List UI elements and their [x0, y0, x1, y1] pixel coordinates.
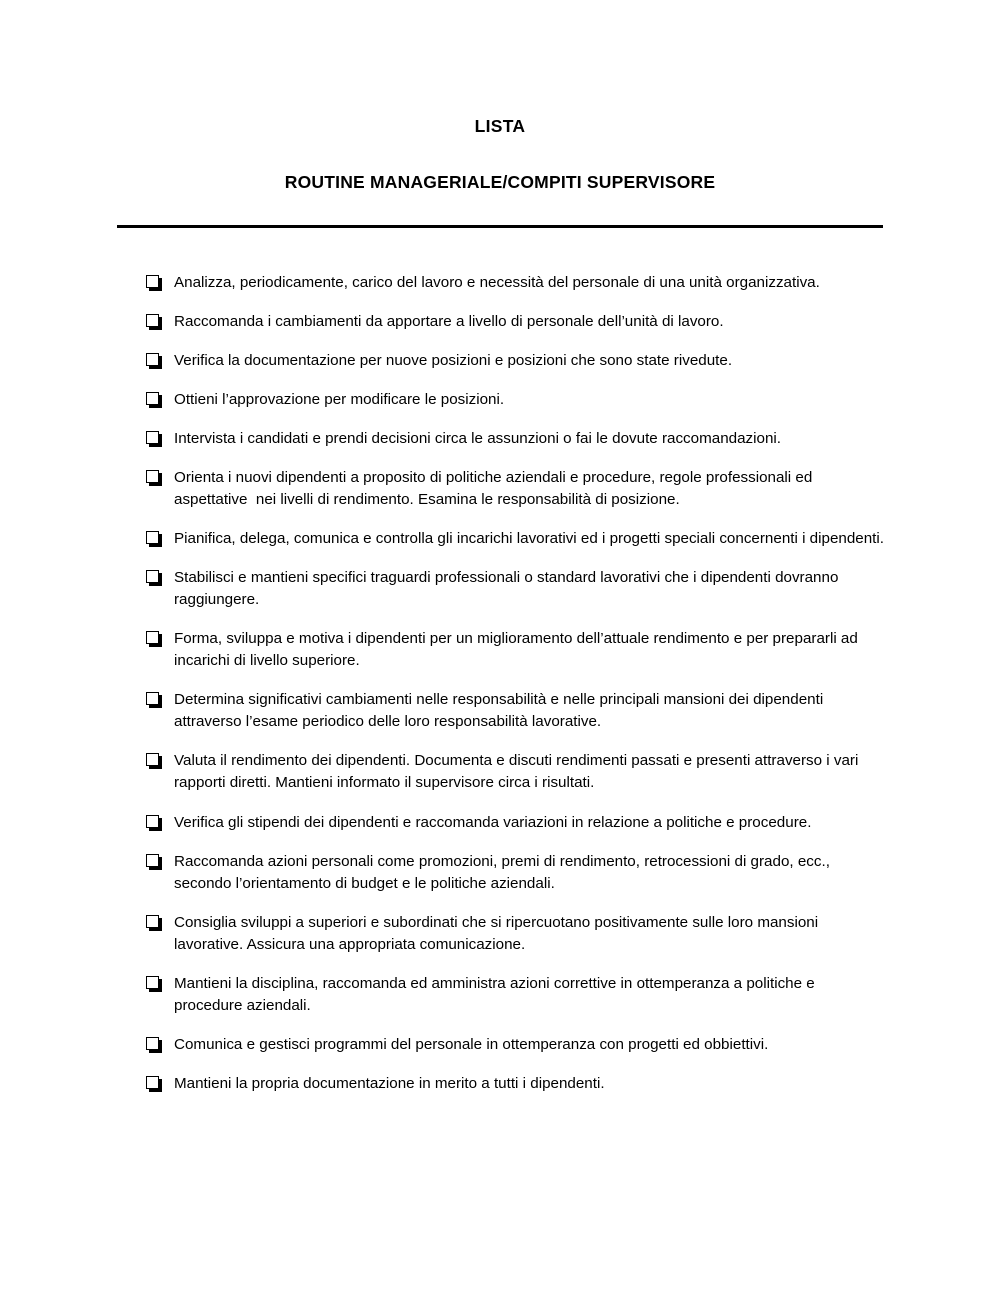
document-header [0, 0, 1000, 191]
list-item[interactable] [146, 272, 884, 294]
list-item-label: Stabilisci e mantieni specifici traguardi professionali o standard lavorativi che i dipendenti dovranno raggiungere. [174, 569, 843, 609]
list-item[interactable] [146, 428, 884, 450]
list-item-label: Pianifica, delega, comunica e controlla gli incarichi lavorativi ed i progetti speciali concernenti i dipendenti. [174, 530, 884, 548]
list-item[interactable] [146, 1034, 884, 1056]
list-item-label: Analizza, periodicamente, carico del lavoro e necessità del personale di una unità organizzativa. [174, 274, 820, 291]
list-item-label: Raccomanda i cambiamenti da apportare a livello di personale dell’unità di lavoro. [174, 313, 724, 331]
checkbox-unchecked-icon[interactable] [146, 314, 159, 327]
list-item-label: Orienta i nuovi dipendenti a proposito di politiche aziendali e procedure, regole professionali ed aspettative nei livelli di rendimento. Esamina le responsabilità di posizione. [174, 469, 817, 509]
list-item[interactable] [146, 689, 884, 733]
checkbox-unchecked-icon[interactable] [146, 976, 159, 989]
checkbox-unchecked-icon[interactable] [146, 692, 159, 705]
checkbox-unchecked-icon[interactable] [146, 431, 159, 444]
list-item[interactable] [146, 467, 884, 511]
list-item[interactable] [146, 912, 884, 956]
list-item[interactable] [146, 973, 884, 1017]
list-item-label: Consiglia sviluppi a superiori e subordinati che si ripercuotano positivamente sulle loro mansioni lavorative. Assicura una appropriata comunicazione. [174, 913, 823, 953]
checkbox-unchecked-icon[interactable] [146, 1076, 159, 1089]
list-item-label: Raccomanda azioni personali come promozioni, premi di rendimento, retrocessioni di grado, ecc., secondo l’orientamento di budget e le politiche aziendali. [174, 852, 835, 892]
checkbox-unchecked-icon[interactable] [146, 353, 159, 366]
list-item-label: Ottieni l’approvazione per modificare le posizioni. [174, 391, 505, 409]
checkbox-unchecked-icon[interactable] [146, 275, 159, 288]
page-subtitle: ROUTINE MANAGERIALE/COMPITI SUPERVISORE [284, 171, 716, 192]
checkbox-unchecked-icon[interactable] [146, 854, 159, 867]
list-item[interactable] [146, 750, 884, 794]
list-item-label: Forma, sviluppa e motiva i dipendenti per un miglioramento dell’attuale rendimento e per prepararli ad incarichi di livello superiore. [174, 630, 863, 670]
list-item[interactable] [146, 1073, 884, 1095]
page-title: LISTA [474, 116, 526, 136]
list-item-label: Determina significativi cambiamenti nelle responsabilità e nelle principali mansioni dei dipendenti attraverso l’esame periodico delle loro responsabilità lavorative. [174, 691, 828, 731]
list-item-label: Verifica la documentazione per nuove posizioni e posizioni che sono state rivedute. [174, 352, 733, 370]
list-item-label: Valuta il rendimento dei dipendenti. Documenta e discuti rendimenti passati e presenti attraverso i vari rapporti diretti. Mantieni informato il supervisore circa i risultati. [174, 752, 863, 792]
list-item-label: Verifica gli stipendi dei dipendenti e raccomanda variazioni in relazione a politiche e procedure. [174, 813, 812, 831]
list-item[interactable] [146, 628, 884, 672]
list-item[interactable] [146, 528, 884, 550]
checkbox-unchecked-icon[interactable] [146, 531, 159, 544]
list-item[interactable] [146, 851, 884, 895]
list-item-label: Mantieni la propria documentazione in merito a tutti i dipendenti. [174, 1074, 605, 1092]
checklist [0, 228, 1000, 1095]
list-item[interactable] [146, 389, 884, 411]
checkbox-unchecked-icon[interactable] [146, 570, 159, 583]
list-item[interactable] [146, 812, 884, 834]
checkbox-unchecked-icon[interactable] [146, 1037, 159, 1050]
list-item-label: Intervista i candidati e prendi decisioni circa le assunzioni o fai le dovute raccomandazioni. [174, 430, 781, 448]
list-item[interactable] [146, 311, 884, 333]
checkbox-unchecked-icon[interactable] [146, 392, 159, 405]
checkbox-unchecked-icon[interactable] [146, 470, 159, 483]
list-item-label: Mantieni la disciplina, raccomanda ed amministra azioni correttive in ottemperanza a politiche e procedure aziendali. [174, 974, 819, 1014]
checkbox-unchecked-icon[interactable] [146, 915, 159, 928]
checkbox-unchecked-icon[interactable] [146, 815, 159, 828]
checkbox-unchecked-icon[interactable] [146, 631, 159, 644]
list-item-label: Comunica e gestisci programmi del personale in ottemperanza con progetti ed obbiettivi. [174, 1035, 769, 1053]
checkbox-unchecked-icon[interactable] [146, 753, 159, 766]
list-item[interactable] [146, 350, 884, 372]
list-item[interactable] [146, 567, 884, 611]
